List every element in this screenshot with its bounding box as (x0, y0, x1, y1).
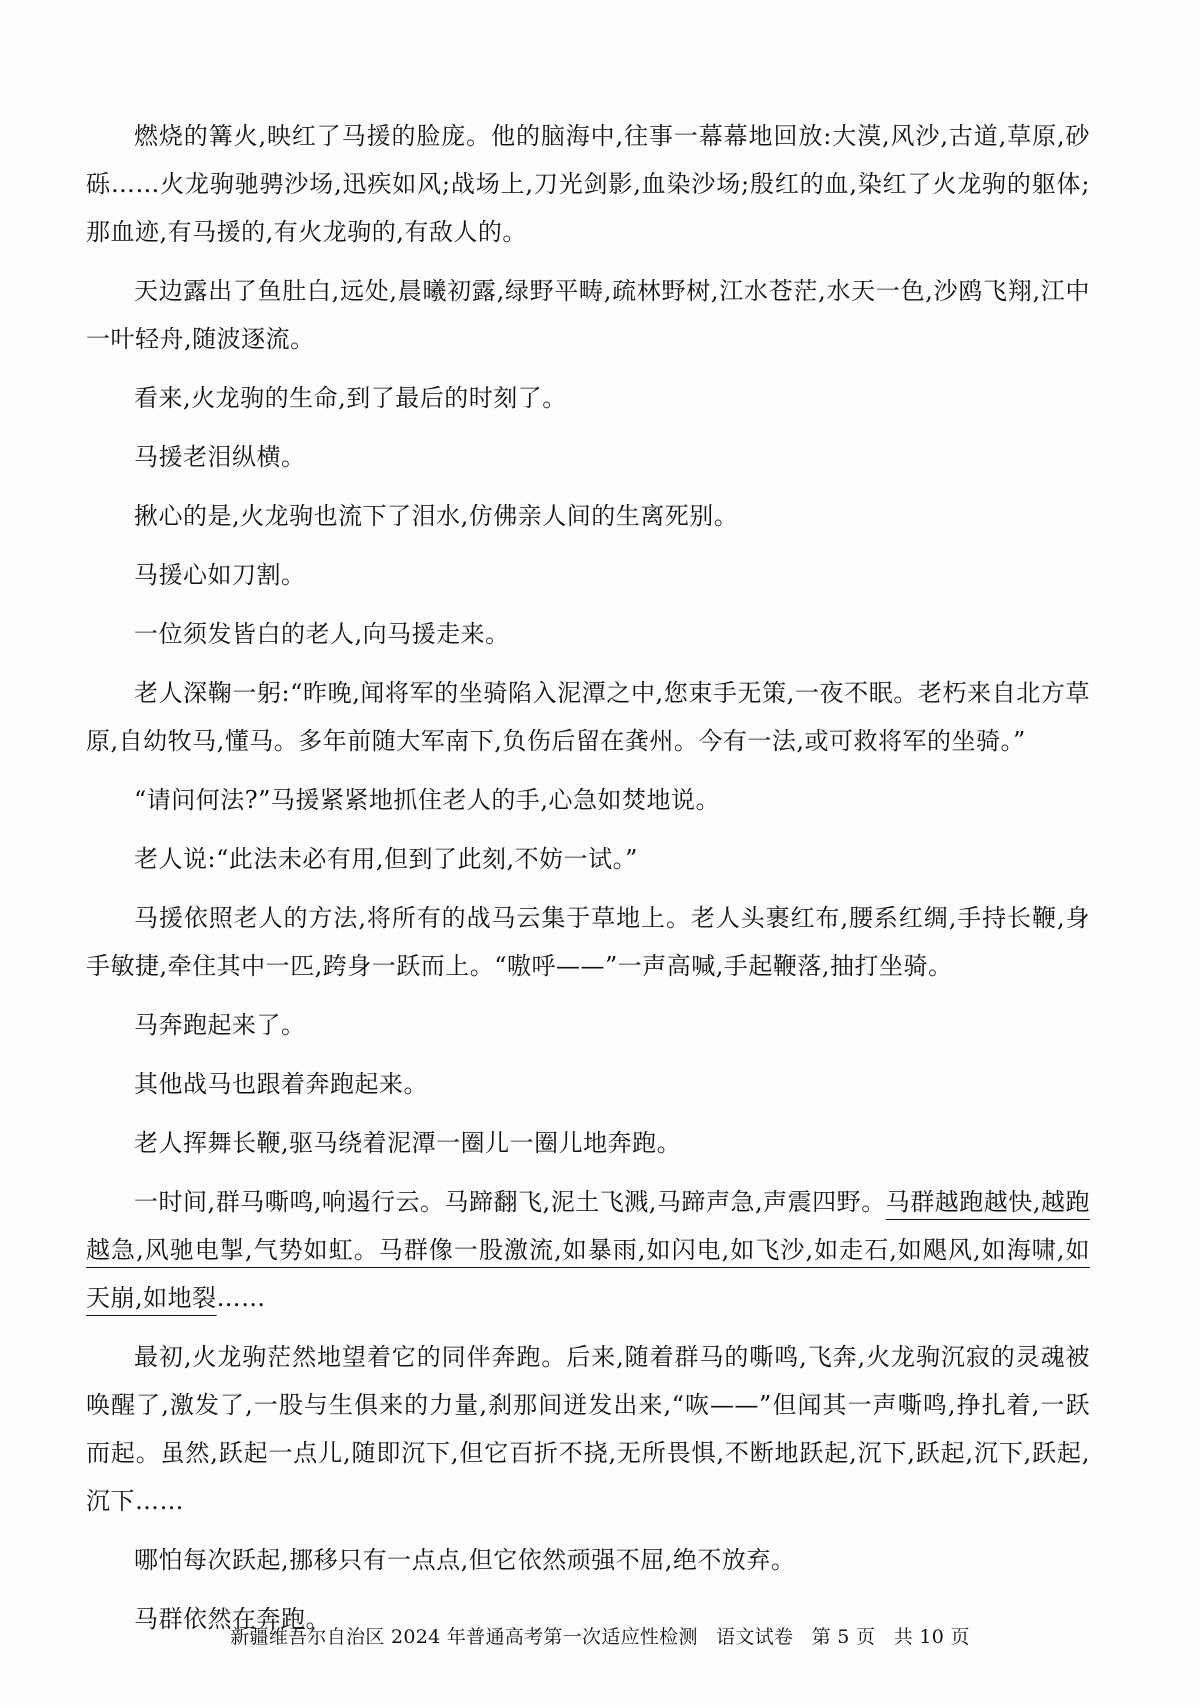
paragraph: “请问何法?”马援紧紧地抓住老人的手,心急如焚地说。 (134, 786, 721, 814)
story-text (86, 112, 1090, 1654)
paragraph: 马援老泪纵横。 (134, 443, 306, 471)
paragraph: 老人说:“此法未必有用,但到了此刻,不妨一试。” (134, 845, 638, 873)
paragraph: 揪心的是,火龙驹也流下了泪水,仿佛亲人间的生离死别。 (134, 502, 739, 530)
paragraph-plain-part: 一时间,群马嘶鸣,响遏行云。马蹄翻飞,泥土飞溅,马蹄声急,声震四野。 (134, 1188, 886, 1216)
underlined-paragraph (86, 1178, 1090, 1322)
page-footer (0, 1622, 1200, 1649)
paragraph: 天边露出了鱼肚白,远处,晨曦初露,绿野平畴,疏林野树,江水苍茫,水天一色,沙鸥飞翔,江中一叶轻舟,随波逐流。 (86, 277, 1090, 353)
paragraph: 哪怕每次跃起,挪移只有一点点,但它依然顽强不屈,绝不放弃。 (134, 1546, 796, 1574)
paragraph-tail: …… (216, 1284, 266, 1312)
paragraph: 燃烧的篝火,映红了马援的脸庞。他的脑海中,往事一幕幕地回放:大漠,风沙,古道,草原,砂砾……火龙驹驰骋沙场,迅疾如风;战场上,刀光剑影,血染沙场;殷红的血,染红了火龙驹的躯体;那血迹,有马援的,有火龙驹的,有敌人的。 (86, 122, 1090, 246)
subject-label: 语文试卷 (716, 1626, 794, 1648)
paragraph: 马援依照老人的方法,将所有的战马云集于草地上。老人头裹红布,腰系红绸,手持长鞭,身手敏捷,牵住其中一匹,跨身一跃而上。“嗷呼——”一声高喊,手起鞭落,抽打坐骑。 (86, 904, 1090, 980)
paragraph: 马援心如刀割。 (134, 561, 306, 589)
paragraph: 老人挥舞长鞭,驱马绕着泥潭一圈儿一圈儿地奔跑。 (134, 1129, 682, 1157)
paragraph: 老人深鞠一躬:“昨晚,闻将军的坐骑陷入泥潭之中,您束手无策,一夜不眠。老朽来自北方草原,自幼牧马,懂马。多年前随大军南下,负伤后留在龚州。今有一法,或可救将军的坐骑。” (86, 679, 1090, 755)
paragraph: 其他战马也跟着奔跑起来。 (134, 1070, 428, 1098)
exam-title: 新疆维吾尔自治区 2024 年普通高考第一次适应性检测 (230, 1626, 698, 1648)
underlined-passage: 马群越跑越快,越跑越急,风驰电掣,气势如虹。马群像一股激流,如暴雨,如闪电,如飞沙,如走石,如飓风,如海啸,如天崩,如地裂 (86, 1188, 1090, 1312)
page-number: 第 5 页 (811, 1626, 876, 1648)
paragraph: 马奔跑起来了。 (134, 1011, 306, 1039)
paragraph: 一位须发皆白的老人,向马援走来。 (134, 620, 510, 648)
paragraph: 最初,火龙驹茫然地望着它的同伴奔跑。后来,随着群马的嘶鸣,飞奔,火龙驹沉寂的灵魂被唤醒了,激发了,一股与生俱来的力量,刹那间迸发出来,“咴——”但闻其一声嘶鸣,挣扎着,一跃而起。虽然,跃起一点儿,随即沉下,但它百折不挠,无所畏惧,不断地跃起,沉下,跃起,沉下,跃起,沉下…… (86, 1343, 1090, 1515)
paragraph: 马群依然在奔跑。 (134, 1605, 330, 1633)
paragraph: 看来,火龙驹的生命,到了最后的时刻了。 (134, 384, 567, 412)
page-total: 共 10 页 (893, 1626, 970, 1648)
